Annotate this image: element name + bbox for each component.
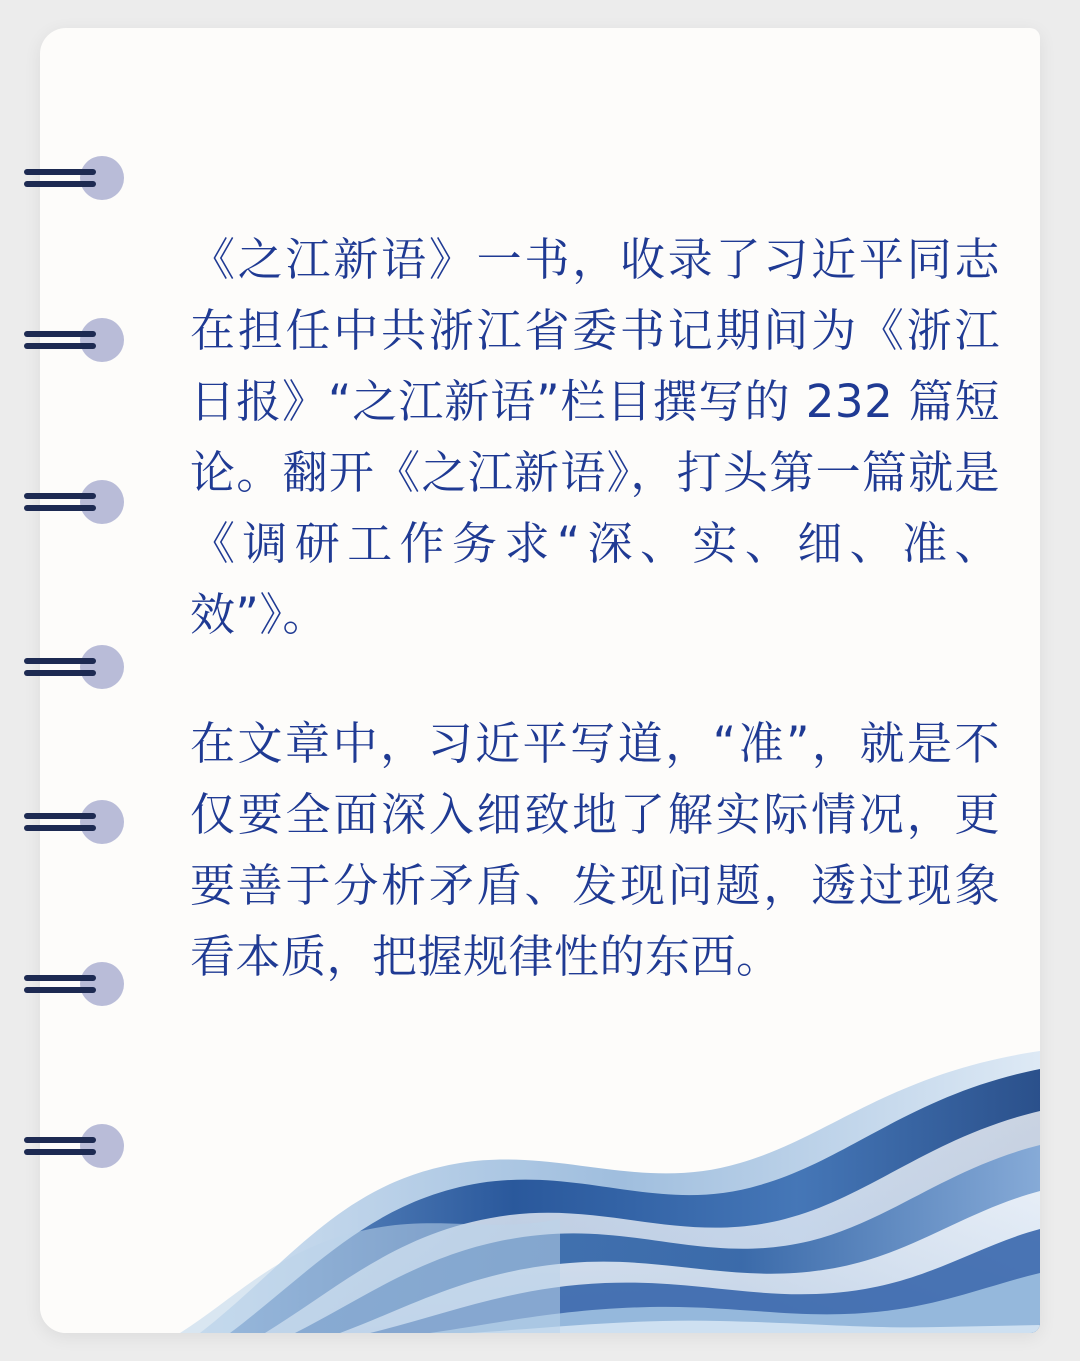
binder-ring-1: [24, 156, 124, 200]
ring-disc-icon: [80, 156, 124, 200]
ring-disc-icon: [80, 1124, 124, 1168]
ring-disc-icon: [80, 318, 124, 362]
binder-ring-3: [24, 480, 124, 524]
ring-bar-top: [24, 169, 96, 175]
ring-bar-bottom: [24, 670, 96, 676]
binder-ring-2: [24, 318, 124, 362]
article-body: [190, 224, 1000, 992]
ring-bar-top: [24, 493, 96, 499]
ring-bar-bottom: [24, 1149, 96, 1155]
paragraph-2: 在文章中，习近平写道，“准”，就是不仅要全面深入细致地了解实际情况，更要善于分析矛盾、发现问题，透过现象看本质，把握规律性的东西。: [190, 717, 1000, 983]
ring-disc-icon: [80, 800, 124, 844]
binder-ring-7: [24, 1124, 124, 1168]
ring-bar-bottom: [24, 987, 96, 993]
ring-bar-bottom: [24, 825, 96, 831]
blue-ink-wave-illustration: [40, 1033, 1040, 1333]
ring-bar-top: [24, 658, 96, 664]
ring-bar-top: [24, 1137, 96, 1143]
ring-bar-bottom: [24, 343, 96, 349]
binder-rings: [0, 0, 130, 1361]
ring-bar-top: [24, 813, 96, 819]
notebook-sheet: [40, 28, 1040, 1333]
ring-bar-top: [24, 331, 96, 337]
binder-ring-5: [24, 800, 124, 844]
binder-ring-4: [24, 645, 124, 689]
paragraph-1: 《之江新语》一书，收录了习近平同志在担任中共浙江省委书记期间为《浙江日报》“之江新语”栏目撰写的 232 篇短论。翻开《之江新语》，打头第一篇就是《调研工作务求“深、实、细、准、效”》。: [190, 233, 1000, 641]
ring-bar-bottom: [24, 181, 96, 187]
ring-disc-icon: [80, 480, 124, 524]
ring-bar-top: [24, 975, 96, 981]
ring-disc-icon: [80, 645, 124, 689]
binder-ring-6: [24, 962, 124, 1006]
ring-disc-icon: [80, 962, 124, 1006]
ring-bar-bottom: [24, 505, 96, 511]
